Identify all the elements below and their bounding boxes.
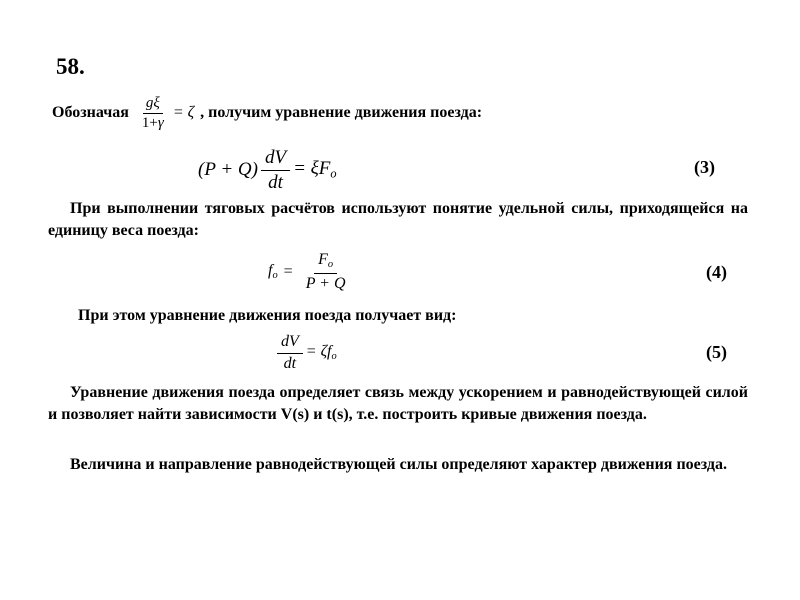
intro-line bbox=[52, 92, 482, 134]
intro-after-text: , получим уравнение движения поезда: bbox=[200, 104, 483, 121]
eq3-denominator: dt bbox=[268, 171, 283, 193]
paragraph-1-text: При выполнении тяговых расчётов используют понятие удельной силы, приходящейся на единицу веса поезда: bbox=[48, 200, 748, 239]
paragraph-3 bbox=[48, 382, 748, 426]
eq4-numerator bbox=[314, 252, 337, 274]
eq3-rhs-main: = ξF bbox=[293, 158, 331, 180]
eq4-fraction bbox=[302, 252, 350, 293]
eq5-rhs bbox=[306, 343, 337, 362]
intro-equals-zeta: = ζ bbox=[172, 104, 195, 121]
eq5-number: (5) bbox=[706, 342, 727, 362]
intro-fraction-den-a: 1+ bbox=[141, 114, 158, 131]
eq4-equals: = bbox=[283, 263, 293, 280]
eq4-lhs bbox=[268, 262, 278, 281]
eq5-rhs-sub: o bbox=[331, 351, 337, 363]
eq5-numerator: dV bbox=[277, 334, 303, 354]
paragraph-2-text: При этом уравнение движения поезда получает вид: bbox=[78, 307, 457, 324]
eq4-lhs-sub: o bbox=[272, 270, 278, 282]
slide-number: 58. bbox=[56, 54, 85, 79]
equation-5 bbox=[274, 326, 337, 380]
eq3-numerator: dV bbox=[261, 148, 290, 171]
intro-before-text: Обозначая bbox=[52, 104, 129, 121]
paragraph-4-text: Величина и направление равнодействующей силы определяют характер движения поезда. bbox=[70, 456, 727, 473]
eq5-fraction bbox=[277, 334, 303, 373]
paragraph-2 bbox=[78, 305, 598, 327]
equation-3 bbox=[198, 142, 337, 198]
paragraph-4 bbox=[48, 454, 748, 476]
paragraph-1 bbox=[48, 198, 748, 242]
intro-fraction bbox=[139, 95, 167, 132]
equation-4 bbox=[268, 244, 353, 300]
eq3-rhs bbox=[293, 158, 337, 182]
eq4-lhs-main: f bbox=[268, 262, 273, 280]
eq4-number: (4) bbox=[706, 262, 727, 282]
eq3-number: (3) bbox=[694, 157, 715, 177]
eq3-rhs-sub: o bbox=[330, 166, 337, 181]
eq4-num-main: F bbox=[318, 250, 328, 268]
eq4-denominator: P + Q bbox=[305, 274, 346, 292]
intro-fraction-denominator bbox=[139, 114, 167, 132]
eq5-denominator: dt bbox=[283, 354, 297, 372]
intro-fraction-numerator: gξ bbox=[143, 95, 163, 114]
eq4-num-sub: o bbox=[327, 258, 334, 270]
eq5-rhs-main: = ζf bbox=[305, 343, 332, 361]
paragraph-3-text: Уравнение движения поезда определяет связь между ускорением и равнодействующей силой и позволяет найти зависимости V(s) и t(s), т.е. построить кривые движения поезда. bbox=[48, 384, 748, 423]
eq3-lhs: (P + Q) bbox=[198, 159, 258, 180]
eq3-fraction bbox=[261, 148, 290, 193]
intro-fraction-den-b: γ bbox=[157, 114, 164, 131]
